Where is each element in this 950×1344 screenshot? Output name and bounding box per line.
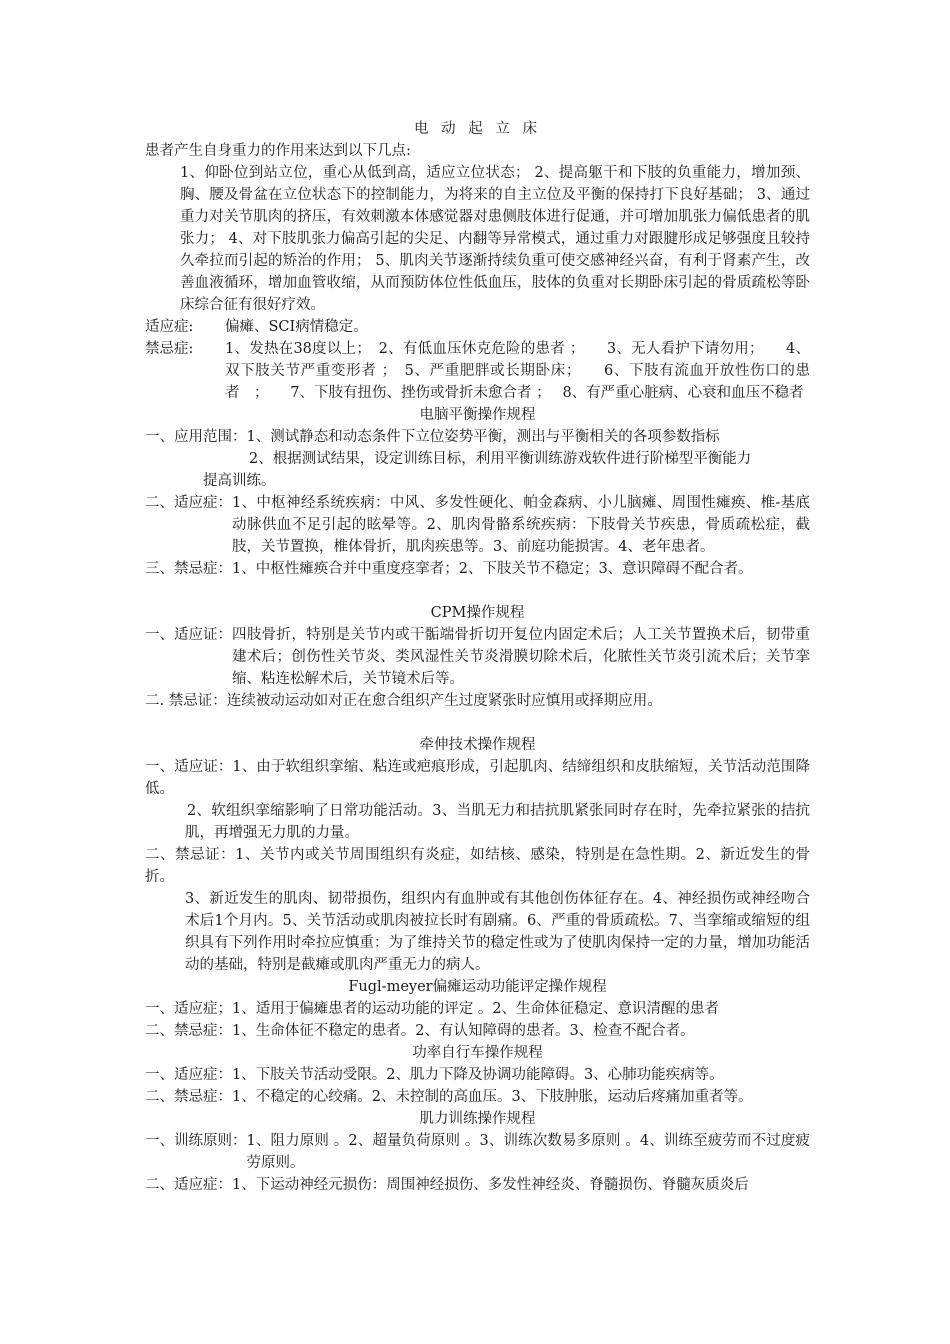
bike-indication: 一、适应症：1、下肢关节活动受限。2、肌力下降及协调功能障碍。3、心肺功能疾病等。 xyxy=(145,1067,724,1083)
scope-label: 一、应用范围： xyxy=(145,429,247,445)
section-title-bike: 功率自行车操作规程 xyxy=(412,1045,543,1061)
indication-label: 适应症: xyxy=(145,319,194,335)
cpm-contra-text: 连续被动运动如对正在愈合组织产生过度紧张时应慎用或择期应用。 xyxy=(226,693,662,709)
spacer xyxy=(145,712,810,734)
fm-indication: 一、适应症；1、适用于偏瘫患者的运动功能的评定 。2、生命体征稳定、意识清醒的患者 xyxy=(145,1001,720,1017)
spacer xyxy=(145,580,810,602)
contraindication-text: 1、发热在38度以上； 2、有低血压休克危险的患者 ； 3、无人看护下请勿用； 4、双下肢关节严重变形者 ； 5、严重肥胖或长期卧床； 6、下肢有流血开放性伤口的患者 ； 7、下肢有扭伤、挫伤或骨折未愈合者 ； 8、有严重心脏病、心衰和血压不稳者 xyxy=(225,341,810,401)
stretch-contra: 二、禁忌证：1、关节内或关节周围组织有炎症，如结核、感染，特别是在急性期。2、新近发生的骨折。 xyxy=(145,847,810,885)
stretch-indication: 一、适应证：1、由于软组织挛缩、粘连或疤痕形成，引起肌肉、结缔组织和皮肤缩短，关节活动范围降低。 xyxy=(145,759,810,797)
cpm-indication-text: 四肢骨折，特别是关节内或干骺端骨折切开复位内固定术后；人工关节置换术后，韧带重建术后；创伤性关节炎、类风湿性关节炎滑膜切除术后，化脓性关节炎引流术后；关节挛缩、粘连松解术后，关节镜术后等。 xyxy=(232,627,810,687)
cpm-indication-row xyxy=(145,624,810,690)
strength-principle-text: 1、阻力原则 。2、超量负荷原则 。3、训练次数易多原则 。4、训练至疲劳而不过度疲劳原则。 xyxy=(246,1133,810,1171)
balance-contra-text: 1、中枢性瘫痪合并中重度痉挛者；2、下肢关节不稳定；3、意识障碍不配合者。 xyxy=(232,561,753,577)
section-title-balance: 电脑平衡操作规程 xyxy=(419,407,536,423)
indication-text: 偏瘫、SCI病情稳定。 xyxy=(225,319,368,335)
strength-principle-row xyxy=(145,1130,810,1174)
balance-indication-text: 1、中枢神经系统疾病：中风、多发性硬化、帕金森病、小儿脑瘫、周围性瘫痪、椎-基底动脉供血不足引起的眩晕等。2、肌肉骨骼系统疾病：下肢骨关节疾患，骨质疏松症，截肢，关节置换，椎体骨折，肌肉疾患等。3、前庭功能损害。4、老年患者。 xyxy=(232,495,810,555)
scope-item-3: 提高训练。 xyxy=(203,473,276,489)
contraindication-label: 禁忌症: xyxy=(145,341,194,357)
contraindication-row xyxy=(145,338,810,404)
section-title-fugl-meyer: Fugl-meyer偏瘫运动功能评定操作规程 xyxy=(348,979,607,995)
strength-indication: 二、适应症：1、下运动神经元损伤：周围神经损伤、多发性神经炎、脊髓损伤、脊髓灰质炎后 xyxy=(145,1177,749,1193)
strength-principle-label: 一、训练原则： xyxy=(145,1133,247,1149)
scope-item-1: 1、测试静态和动态条件下立位姿势平衡，测出与平衡相关的各项参数指标 xyxy=(246,429,720,445)
section-title-strength: 肌力训练操作规程 xyxy=(419,1111,536,1127)
section-title-cpm: CPM操作规程 xyxy=(430,605,525,621)
section-title-tilt-table: 电 动 起 立 床 xyxy=(414,121,541,137)
indication-row xyxy=(145,316,810,338)
balance-contra-label: 三、禁忌症： xyxy=(145,561,232,577)
cpm-contra-row xyxy=(145,690,810,712)
stretch-contra-cont: 3、新近发生的肌肉、韧带损伤，组织内有血肿或有其他创伤体征存在。4、神经损伤或神经吻合术后1个月内。5、关节活动或肌肉被拉长时有剧痛。6、严重的骨质疏松。7、当挛缩或缩短的组织具有下列作用时牵拉应慎重：为了维持关节的稳定性或为了使肌肉保持一定的力量，增加功能活动的基础，特别是截瘫或肌肉严重无力的病人。 xyxy=(185,891,810,973)
section-intro: 患者产生自身重力的作用来达到以下几点: xyxy=(145,143,411,159)
balance-indication-row xyxy=(145,492,810,558)
cpm-contra-label: 二. 禁忌证： xyxy=(145,693,227,709)
section-title-stretch: 牵伸技术操作规程 xyxy=(419,737,536,753)
scope-item-2: 2、根据测试结果，设定训练目标，利用平衡训练游戏软件进行阶梯型平衡能力 xyxy=(249,451,752,467)
bike-contra: 二、禁忌症：1、不稳定的心绞痛。2、未控制的高血压。3、下肢肿胀，运动后疼痛加重者等。 xyxy=(145,1089,753,1105)
document-page xyxy=(145,118,810,1196)
scope-row xyxy=(145,426,810,448)
fm-contra: 二、禁忌症：1、生命体征不稳定的患者。2、有认知障碍的患者。3、检查不配合者。 xyxy=(145,1023,695,1039)
balance-indication-label: 二、适应症： xyxy=(145,495,232,511)
cpm-indication-label: 一、适应证： xyxy=(145,627,232,643)
section-body xyxy=(145,162,810,316)
section-body-text: 1、仰卧位到站立位，重心从低到高，适应立位状态； 2、提高躯干和下肢的负重能力，增加颈、胸、腰及骨盆在立位状态下的控制能力，为将来的自主立位及平衡的保持打下良好基础； 3、通过重力对关节肌肉的挤压，有效刺激本体感觉器对患侧肢体进行促通，并可增加肌张力偏低患者的肌张力； 4、对下肢肌张力偏高引起的尖足、内翻等异常模式，通过重力对跟腱形成足够强度且较持久牵拉而引起的矫治的作用； 5、肌肉关节逐渐持续负重可使交感神经兴奋，有利于肾素产生，改善血液循环，增加血管收缩，从而预防体位性低血压，肢体的负重对长期卧床引起的骨质疏松等卧床综合征有很好疗效。 xyxy=(180,165,810,313)
stretch-indication-cont: 2、软组织挛缩影响了日常功能活动。3、当肌无力和拮抗肌紧张同时存在时，先牵拉紧张的拮抗肌，再增强无力肌的力量。 xyxy=(185,803,810,841)
balance-contra-row xyxy=(145,558,810,580)
